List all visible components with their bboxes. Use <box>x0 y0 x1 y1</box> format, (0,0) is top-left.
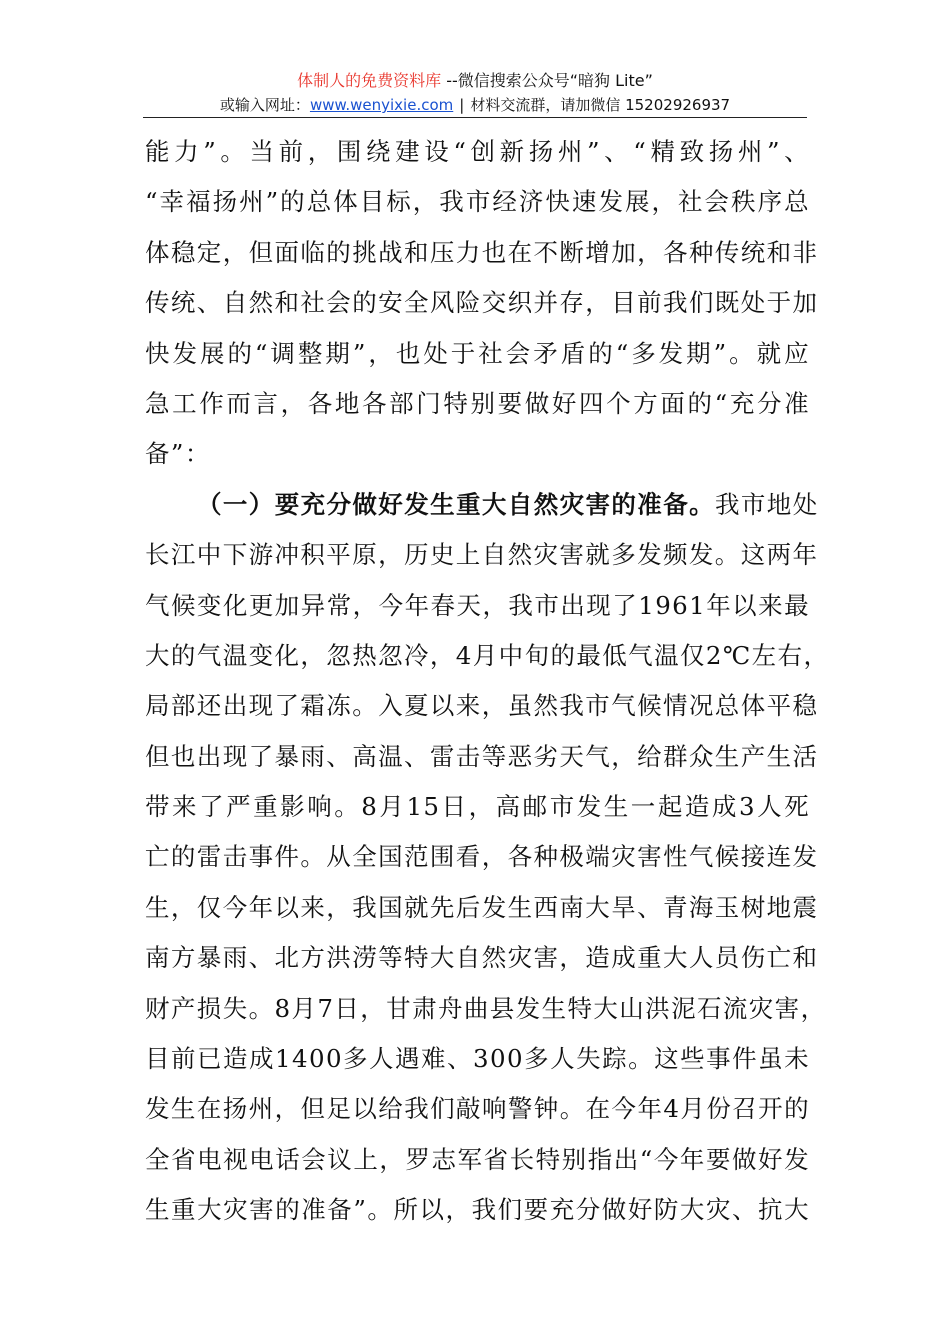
body-line: 气候变化更加异常，今年春天，我市出现了1961年以来最 <box>145 590 810 620</box>
body-line: 生重大灾害的准备”。所以，我们要充分做好防大灾、抗大 <box>145 1195 810 1225</box>
body-line: 传统、自然和社会的安全风险交织并存，目前我们既处于加 <box>145 288 819 318</box>
section-one-lead-text: 我市地处 <box>715 489 819 519</box>
body-line: 目前已造成1400多人遇难、300多人失踪。这些事件虽未 <box>145 1044 810 1074</box>
header-separator: | <box>459 96 465 114</box>
header-divider <box>143 117 807 118</box>
header-promo-line <box>0 70 950 92</box>
body-line: 备”： <box>145 439 211 469</box>
header-contact-line <box>0 94 950 116</box>
wechat-search-text: --微信搜索公众号“暗狗 Lite” <box>441 71 653 90</box>
url-prefix: 或输入网址： <box>219 96 310 114</box>
body-line: 急工作而言，各地各部门特别要做好四个方面的“充分准 <box>145 388 810 418</box>
contact-text: 材料交流群，请加微信 15202926937 <box>470 96 731 114</box>
body-line: “幸福扬州”的总体目标，我市经济快速发展，社会秩序总 <box>145 187 810 217</box>
body-line: 大的气温变化，忽热忽冷，4月中旬的最低气温仅2℃左右， <box>145 640 830 670</box>
body-line: 但也出现了暴雨、高温、雷击等恶劣天气，给群众生产生活 <box>145 741 819 771</box>
section-one-first-line <box>145 480 819 530</box>
document-header <box>0 70 950 116</box>
body-line: 南方暴雨、北方洪涝等特大自然灾害，造成重大人员伤亡和 <box>145 943 819 973</box>
body-line: 长江中下游冲积平原，历史上自然灾害就多发频发。这两年 <box>145 540 819 570</box>
body-line: 能力”。当前，围绕建设“创新扬州”、“精致扬州”、 <box>145 137 810 166</box>
body-line: 全省电视电话会议上，罗志军省长特别指出“今年要做好发 <box>145 1144 810 1174</box>
body-line: 亡的雷击事件。从全国范围看，各种极端灾害性气候接连发 <box>145 842 819 872</box>
body-line: 带来了严重影响。8月15日，高邮市发生一起造成3人死 <box>145 792 810 822</box>
body-line: 发生在扬州，但足以给我们敲响警钟。在今年4月份召开的 <box>145 1094 810 1124</box>
body-line: 快发展的“调整期”，也处于社会矛盾的“多发期”。就应 <box>145 338 810 368</box>
body-line: 体稳定，但面临的挑战和压力也在不断增加，各种传统和非 <box>145 237 819 267</box>
body-line: 局部还出现了霜冻。入夏以来，虽然我市气候情况总体平稳 <box>145 691 819 721</box>
body-line: 财产损失。8月7日，甘肃舟曲县发生特大山洪泥石流灾害， <box>145 993 827 1023</box>
document-body <box>145 127 830 1236</box>
website-link[interactable]: www.wenyixie.com <box>309 96 454 114</box>
section-one-heading: （一）要充分做好发生重大自然灾害的准备。 <box>197 489 715 519</box>
body-line: 生，仅今年以来，我国就先后发生西南大旱、青海玉树地震 <box>145 892 819 922</box>
brand-title: 体制人的免费资料库 <box>297 71 442 90</box>
